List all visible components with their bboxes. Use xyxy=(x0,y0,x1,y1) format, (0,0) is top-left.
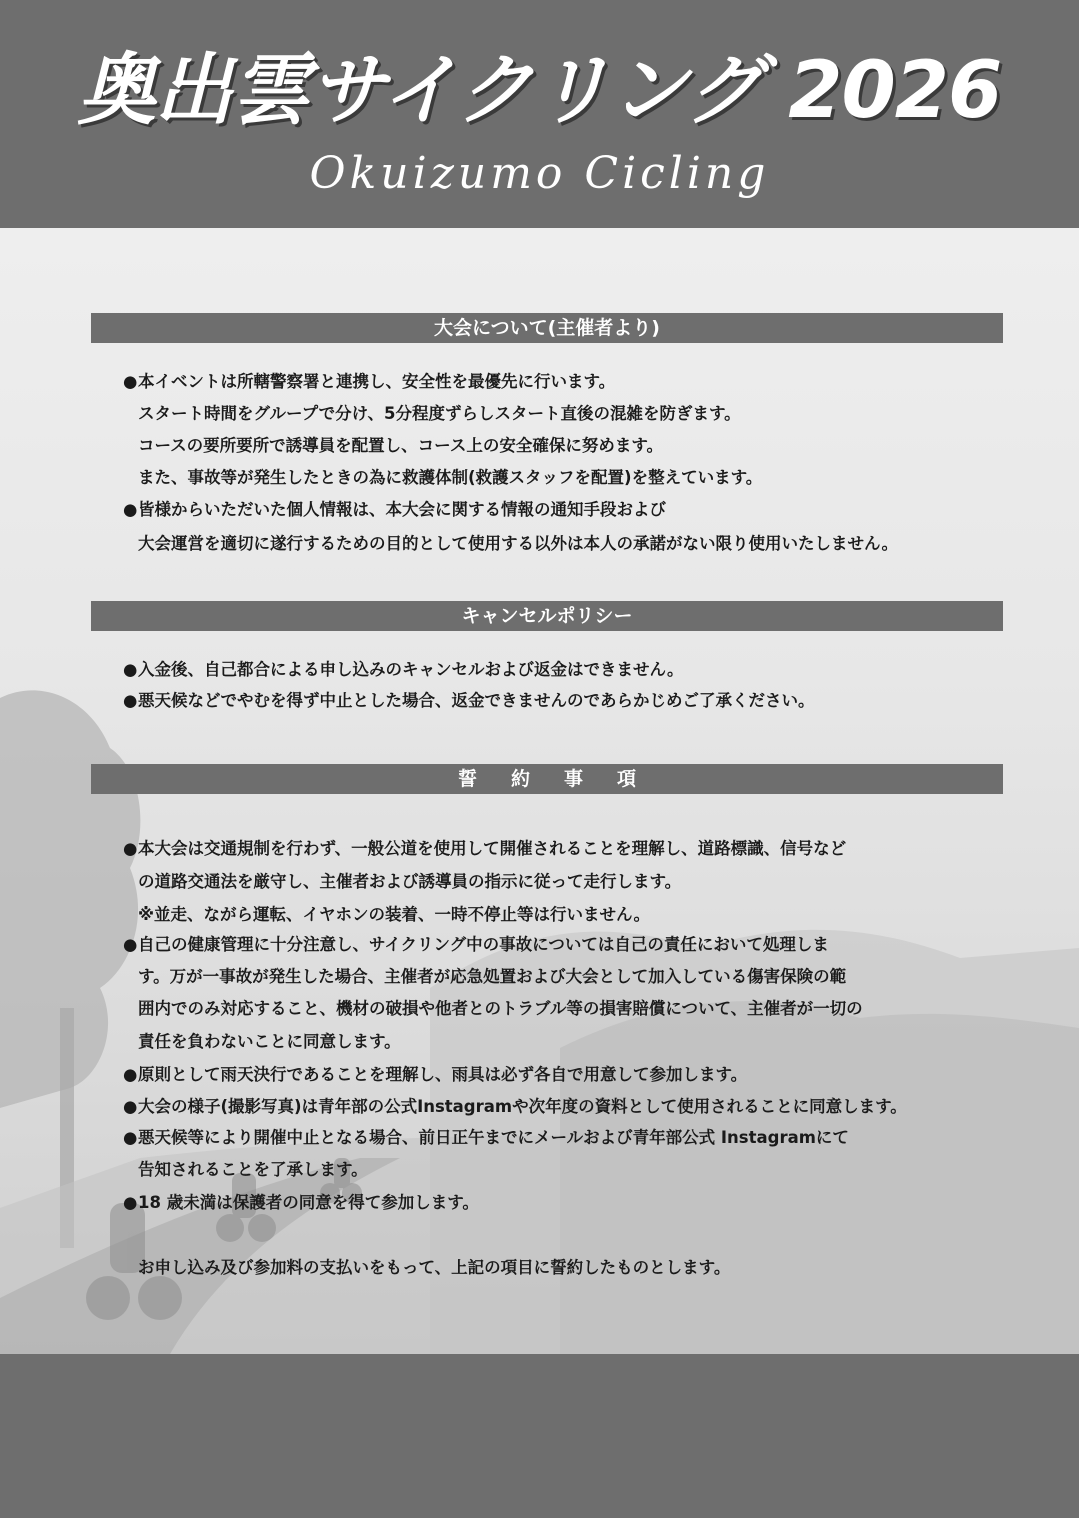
list-item-continuation: 大会運営を適切に遂行するための目的として使用する以外は本人の承諾がない限り使用いたしません。 xyxy=(138,534,898,553)
section-heading-pledge: 誓約事項 xyxy=(91,764,1003,794)
list-item xyxy=(123,1128,849,1148)
page-subtitle: Okuizumo Cicling xyxy=(309,148,770,199)
list-item-text: 本大会は交通規制を行わず、一般公道を使用して開催されることを理解し、道路標識、信号など xyxy=(138,839,847,858)
list-item xyxy=(123,1065,747,1085)
bullet: ● xyxy=(123,660,138,679)
list-item-continuation: ※並走、ながら運転、イヤホンの装着、一時不停止等は行いません。 xyxy=(138,905,651,924)
list-item-continuation: 告知されることを了承します。 xyxy=(138,1160,368,1179)
footer-band xyxy=(0,1354,1079,1518)
list-item xyxy=(123,935,829,955)
list-item-text: 皆様からいただいた個人情報は、本大会に関する情報の通知手段および xyxy=(138,500,666,519)
list-item-text: 大会の様子(撮影写真)は青年部の公式Instagramや次年度の資料として使用されることに同意します。 xyxy=(138,1097,907,1116)
list-item-continuation: スタート時間をグループで分け、5分程度ずらしスタート直後の混雑を防ぎます。 xyxy=(138,404,741,423)
list-item-continuation: 囲内でのみ対応すること、機材の破損や他者とのトラブル等の損害賠償について、主催者が一切の xyxy=(138,999,863,1018)
bullet: ● xyxy=(123,1065,138,1084)
bullet: ● xyxy=(123,500,138,519)
list-item-continuation: 責任を負わないことに同意します。 xyxy=(138,1032,401,1051)
bullet: ● xyxy=(123,839,138,858)
list-item xyxy=(123,1193,479,1213)
bullet: ● xyxy=(123,372,138,391)
list-item-text: 本イベントは所轄警察署と連携し、安全性を最優先に行います。 xyxy=(138,372,616,391)
list-item xyxy=(123,839,846,859)
list-item-text: 悪天候等により開催中止となる場合、前日正午までにメールおよび青年部公式 Instagramにて xyxy=(138,1128,849,1147)
list-item xyxy=(123,660,684,680)
list-item-text: 原則として雨天決行であることを理解し、雨具は必ず各自で用意して参加します。 xyxy=(138,1065,748,1084)
bullet: ● xyxy=(123,691,138,710)
bullet: ● xyxy=(123,935,138,954)
header-band xyxy=(0,0,1079,228)
bullet: ● xyxy=(123,1097,138,1116)
list-item-text: 悪天候などでやむを得ず中止とした場合、返金できませんのであらかじめご了承ください。 xyxy=(138,691,815,710)
bullet: ● xyxy=(123,1193,138,1212)
list-item-continuation: す。万が一事故が発生した場合、主催者が応急処置および大会として加入している傷害保険の範 xyxy=(138,967,847,986)
list-item-continuation: コースの要所要所で誘導員を配置し、コース上の安全確保に努めます。 xyxy=(138,436,664,455)
list-item xyxy=(123,691,815,711)
list-item-text: 18 歳未満は保護者の同意を得て参加します。 xyxy=(138,1193,479,1212)
list-item xyxy=(123,1097,907,1117)
page-title: 奥出雲サイクリング 2026 xyxy=(77,46,1002,136)
section-heading-about: 大会について(主催者より) xyxy=(91,313,1003,343)
list-item-text: 入金後、自己都合による申し込みのキャンセルおよび返金はできません。 xyxy=(138,660,684,679)
list-item xyxy=(123,372,615,392)
list-item-continuation: の道路交通法を厳守し、主催者および誘導員の指示に従って走行します。 xyxy=(138,872,682,891)
list-item-continuation: また、事故等が発生したときの為に救護体制(救護スタッフを配置)を整えています。 xyxy=(138,468,763,487)
list-item-text: 自己の健康管理に十分注意し、サイクリング中の事故については自己の責任において処理しま xyxy=(138,935,829,954)
closing-statement: お申し込み及び参加料の支払いをもって、上記の項目に誓約したものとします。 xyxy=(138,1258,731,1277)
section-heading-cancel-policy: キャンセルポリシー xyxy=(91,601,1003,631)
list-item xyxy=(123,500,666,520)
bullet: ● xyxy=(123,1128,138,1147)
